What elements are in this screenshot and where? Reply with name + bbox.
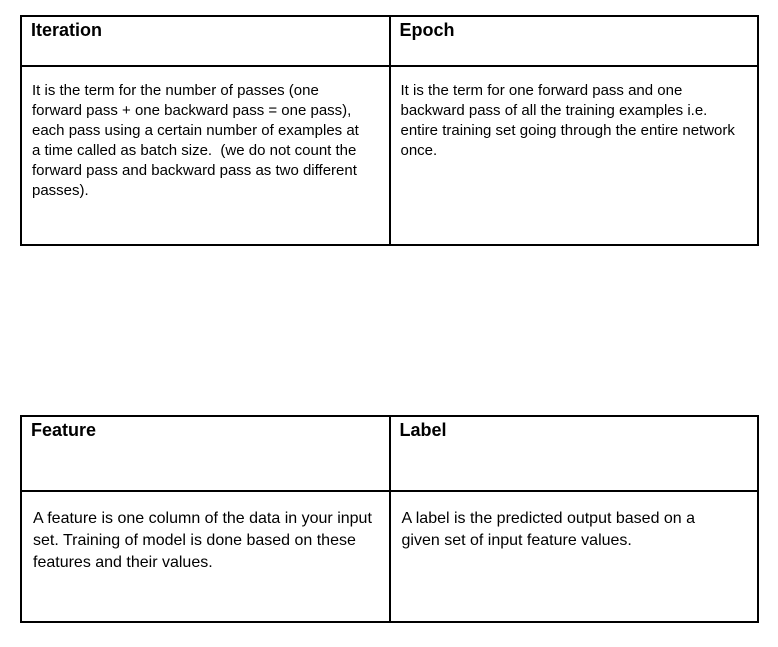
label-definition-cell: A label is the predicted output based on a given set of input feature values. — [390, 491, 759, 622]
feature-definition-cell: A feature is one column of the data in your input set. Training of model is done based on these features and their values. — [21, 491, 390, 622]
table-header-row — [21, 416, 758, 491]
epoch-header-cell: Epoch — [390, 16, 759, 66]
table-body-row — [21, 66, 758, 245]
iteration-epoch-table — [20, 15, 759, 246]
feature-label-table — [20, 415, 759, 623]
table-header-row — [21, 16, 758, 66]
label-header-cell: Label — [390, 416, 759, 491]
feature-header-cell: Feature — [21, 416, 390, 491]
epoch-definition-cell: It is the term for one forward pass and one backward pass of all the training examples i.e. entire training set going through the entire network once. — [390, 66, 759, 245]
iteration-header-cell: Iteration — [21, 16, 390, 66]
table-body-row — [21, 491, 758, 622]
iteration-definition-cell: It is the term for the number of passes (one forward pass + one backward pass = one pass), each pass using a certain number of examples at a time called as batch size. (we do not count the forward pass and backward pass as two different passes). — [21, 66, 390, 245]
